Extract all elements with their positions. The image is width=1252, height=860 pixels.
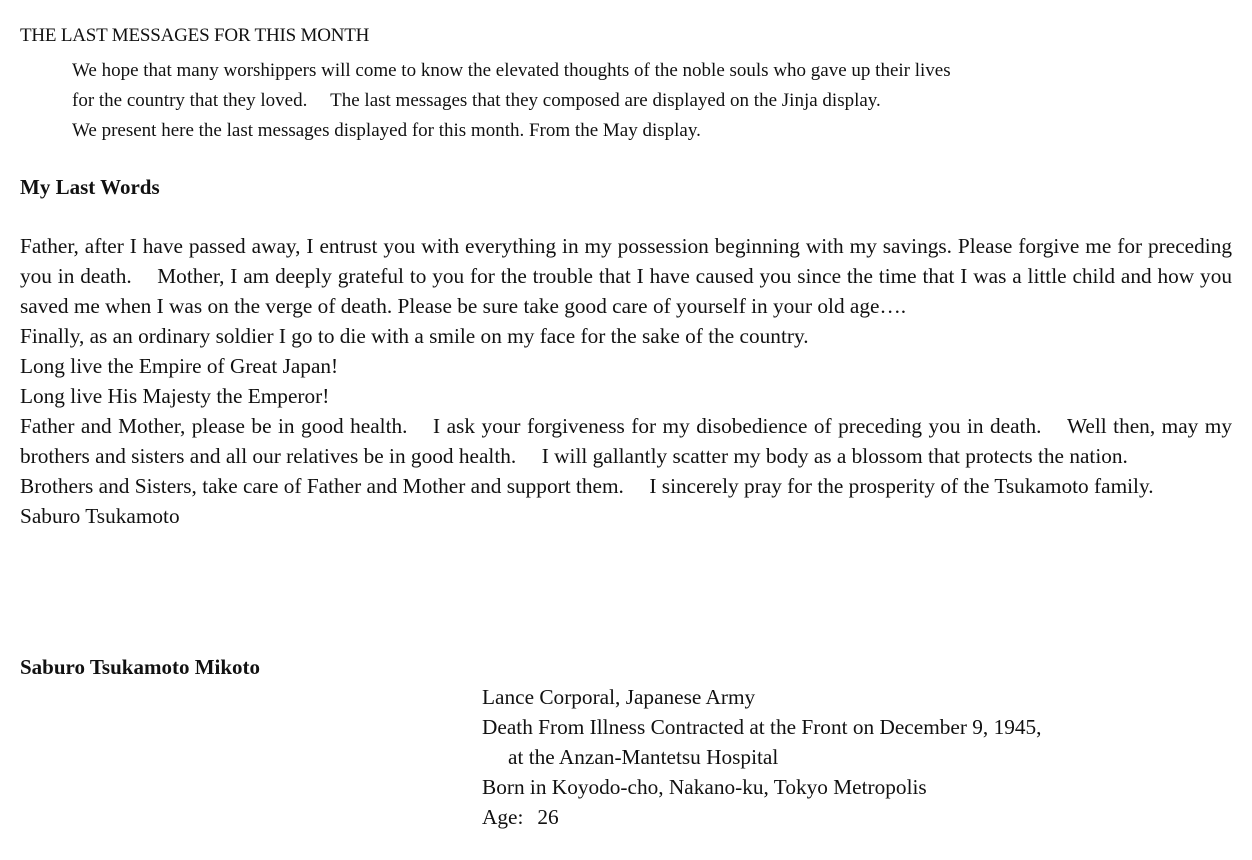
section-heading-person: Saburo Tsukamoto Mikoto — [20, 655, 261, 679]
letter-paragraph: Long live the Empire of Great Japan! — [20, 354, 339, 378]
rank-text: Lance Corporal, Japanese Army — [482, 685, 756, 709]
death-text: Death From Illness Contracted at the Front on December 9, 1945, — [482, 715, 1042, 739]
age-value: 26 — [537, 805, 559, 829]
letter-paragraph — [20, 411, 1232, 471]
birthplace-text: Born in Koyodo-cho, Nakano-ku, Tokyo Metropolis — [482, 775, 927, 799]
intro-line: We present here the last messages displayed for this month. From the May display. — [72, 120, 701, 141]
letter-sentence: I ask your forgiveness for my disobedience of preceding you in death. — [433, 414, 1042, 438]
letter-body — [20, 231, 1232, 531]
letter-paragraph — [20, 471, 1232, 501]
letter-sentence: Brothers and Sisters, take care of Father and Mother and support them. — [20, 474, 624, 498]
letter-paragraph — [20, 231, 1232, 321]
letter-signature: Saburo Tsukamoto — [20, 504, 180, 528]
letter-sentence: Well then, may my brothers and sisters and all our relatives be in good health. — [20, 414, 1232, 468]
age-label: Age: — [482, 805, 524, 829]
letter-sentence: Mother, I am deeply grateful to you for the trouble that I have caused you since the time that I was a little child and how you saved me when I was on the verge of death. Please be sure take good care of yourself in your old age…. — [20, 264, 1232, 318]
letter-sentence: Father and Mother, please be in good health. — [20, 414, 408, 438]
intro-line — [72, 86, 1212, 116]
age-line — [482, 802, 1242, 832]
section-heading-last-words: My Last Words — [20, 175, 160, 199]
letter-sentence: I sincerely pray for the prosperity of the Tsukamoto family. — [649, 474, 1154, 498]
intro-text — [72, 56, 1212, 146]
page-title: THE LAST MESSAGES FOR THIS MONTH — [20, 25, 370, 46]
intro-sentence: The last messages that they composed are displayed on the Jinja display. — [330, 90, 881, 111]
letter-paragraph: Finally, as an ordinary soldier I go to die with a smile on my face for the sake of the country. — [20, 324, 809, 348]
letter-paragraph: Long live His Majesty the Emperor! — [20, 384, 330, 408]
intro-sentence: for the country that they loved. — [72, 90, 308, 111]
intro-line: We hope that many worshippers will come to know the elevated thoughts of the noble souls who gave up their lives — [72, 60, 951, 81]
death-place-text: at the Anzan-Mantetsu Hospital — [508, 745, 779, 769]
person-details — [482, 682, 1242, 832]
letter-sentence: I will gallantly scatter my body as a blossom that protects the nation. — [541, 444, 1128, 468]
letter-sentence: Father, after I have passed away, I entrust you with everything in my possession beginning with my savings. Please forgive me for preceding you in death. — [20, 234, 1232, 288]
